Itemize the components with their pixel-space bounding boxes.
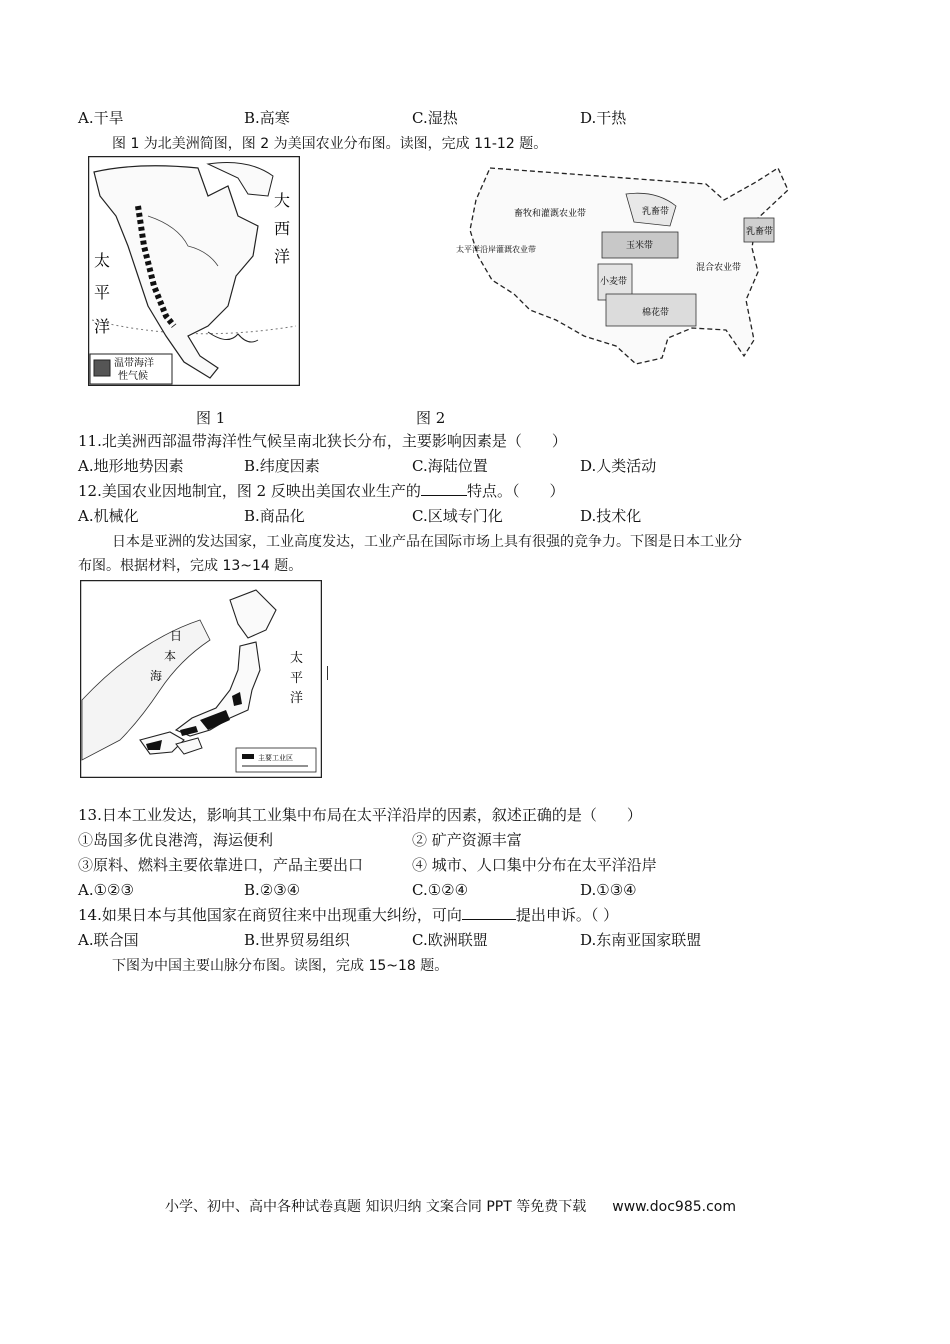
fig2-label-ranching: 畜牧和灌溉农业带: [514, 209, 587, 219]
japan-industry-map: [80, 580, 322, 778]
q13-statements-row2: [78, 855, 878, 875]
q11-option-d: D.人类活动: [580, 457, 657, 475]
q14-blank: [462, 905, 516, 920]
fig1-legend-line1: 温带海洋: [114, 358, 154, 369]
fig2-label-dairy-east: 乳畜带: [746, 227, 774, 237]
q14-option-b: B.世界贸易组织: [244, 931, 350, 949]
footer-text: 小学、初中、高中各种试卷真题 知识归纳 文案合同 PPT 等免费下载: [165, 1199, 587, 1215]
fig2-label-cotton: 棉花带: [642, 308, 670, 318]
q11-option-b: B.纬度因素: [244, 457, 320, 475]
q12-option-b: B.商品化: [244, 507, 305, 525]
q14-option-a: A.联合国: [78, 931, 139, 949]
q14-options: [78, 930, 878, 950]
q12-stem-after: 特点。（ ）: [466, 482, 565, 500]
q13-statement-4: ④ 城市、人口集中分布在太平洋沿岸: [412, 856, 657, 874]
q14-option-d: D.东南亚国家联盟: [580, 931, 702, 949]
q11-stem: 11.北美洲西部温带海洋性气候呈南北狭长分布，主要影响因素是（ ）: [78, 432, 567, 450]
fig2-caption: 图 2: [416, 409, 446, 427]
q13-option-d: D.①③④: [580, 881, 637, 899]
q10-option-c: C.湿热: [412, 109, 458, 127]
divider-mark: [327, 666, 328, 680]
legend-swatch: [94, 360, 110, 376]
page-footer: [165, 1196, 736, 1216]
fig2-label-wheat: 小麦带: [600, 277, 628, 287]
fig3-label-tai: 太: [290, 651, 304, 666]
fig3-label-hai: 海: [150, 669, 163, 683]
fig1-label-da: 大: [274, 191, 291, 210]
north-america-map: [88, 156, 300, 386]
fig3-legend-text: 主要工业区: [258, 754, 293, 762]
fig3-legend-swatch: [242, 754, 254, 759]
fig2-label-corn: 玉米带: [626, 241, 654, 251]
fig1-legend-line2: 性气候: [118, 371, 148, 382]
fig1-label-yang-atlantic: 洋: [274, 247, 291, 266]
fig1-label-ping: 平: [94, 283, 111, 302]
fig3-label-yang: 洋: [290, 691, 304, 706]
fig3-label-ben: 本: [164, 649, 177, 663]
q12-blank: [421, 481, 467, 496]
intro-11-12: 图 1 为北美洲简图，图 2 为美国农业分布图。读图，完成 11-12 题。: [112, 136, 548, 152]
q13-option-c: C.①②④: [412, 881, 469, 899]
q13-option-b: B.②③④: [244, 881, 301, 899]
q10-option-b: B.高寒: [244, 109, 290, 127]
q10-option-a: A.干旱: [78, 109, 124, 127]
fig1-label-tai: 太: [94, 251, 111, 270]
q13-statement-1: ①岛国多优良港湾，海运便利: [78, 831, 274, 849]
fig1-label-yang-pacific: 洋: [94, 317, 111, 336]
intro-13-14-line1: 日本是亚洲的发达国家，工业高度发达，工业产品在国际市场上具有很强的竞争力。下图是日本工业分: [112, 534, 742, 550]
q13-options: [78, 880, 878, 900]
footer-url[interactable]: www.doc985.com: [612, 1199, 736, 1215]
fig2-label-pacific-irrigation: 太平洋沿岸灌溉农业带: [456, 245, 536, 254]
q13-stem: 13.日本工业发达，影响其工业集中布局在太平洋沿岸的因素，叙述正确的是（ ）: [78, 806, 642, 824]
intro-15-18: 下图为中国主要山脉分布图。读图，完成 15~18 题。: [112, 958, 449, 974]
intro-13-14-line2: 布图。根据材料，完成 13~14 题。: [78, 558, 303, 574]
fig2-label-mixed: 混合农业带: [696, 263, 742, 273]
fig2-label-dairy-north: 乳畜带: [642, 207, 670, 217]
q12-option-a: A.机械化: [78, 507, 139, 525]
q12-stem-before: 12.美国农业因地制宜，图 2 反映出美国农业生产的: [78, 482, 421, 500]
q14-option-c: C.欧洲联盟: [412, 931, 488, 949]
q13-option-a: A.①②③: [78, 881, 134, 899]
us-agriculture-map: [456, 160, 796, 388]
q11-option-c: C.海陆位置: [412, 457, 488, 475]
q13-statements-row1: [78, 830, 878, 850]
q13-statement-3: ③原料、燃料主要依靠进口，产品主要出口: [78, 856, 364, 874]
fig3-label-ri: 日: [170, 629, 183, 643]
q12-option-c: C.区域专门化: [412, 507, 503, 525]
fig1-caption: 图 1: [196, 409, 226, 427]
q12-stem: [78, 481, 564, 501]
q10-option-d: D.干热: [580, 109, 627, 127]
fig1-label-xi: 西: [274, 219, 291, 238]
q14-stem: [78, 905, 618, 925]
q11-option-a: A.地形地势因素: [78, 457, 184, 475]
q12-option-d: D.技术化: [580, 507, 642, 525]
q14-stem-after: 提出申诉。（ ）: [515, 906, 619, 924]
q13-statement-2: ② 矿产资源丰富: [412, 831, 522, 849]
q11-options: [78, 456, 878, 476]
fig3-label-ping: 平: [290, 671, 304, 686]
q12-options: [78, 506, 878, 526]
q10-options: [78, 108, 878, 128]
q14-stem-before: 14.如果日本与其他国家在商贸往来中出现重大纠纷，可向: [78, 906, 462, 924]
